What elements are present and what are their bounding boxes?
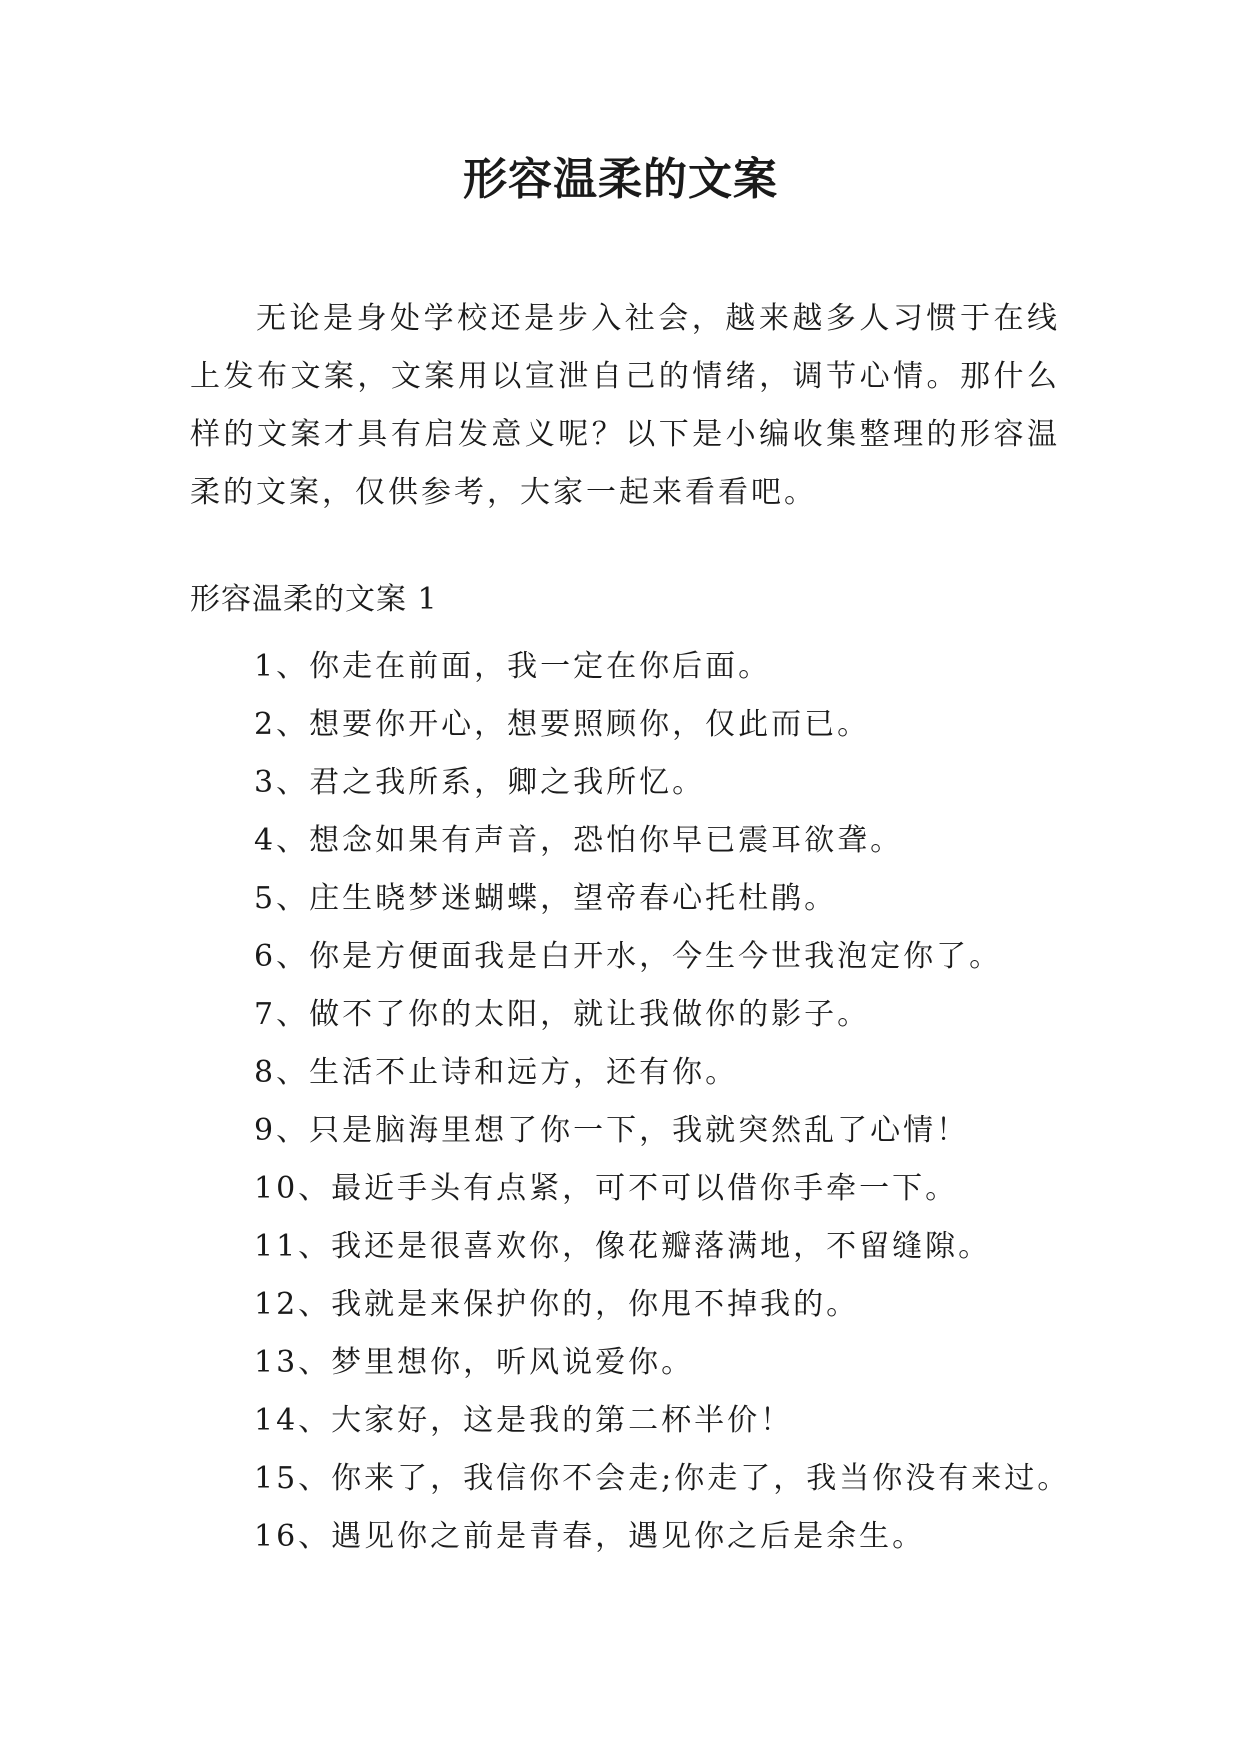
- list-item: 4、想念如果有声音，恐怕你早已震耳欲聋。: [254, 823, 904, 858]
- list-item: 10、最近手头有点紧，可不可以借你手牵一下。: [254, 1171, 959, 1206]
- list-item: 1、你走在前面，我一定在你后面。: [254, 649, 772, 684]
- list-item: 5、庄生晓梦迷蝴蝶，望帝春心托杜鹃。: [254, 881, 838, 916]
- list-item: 8、生活不止诗和远方，还有你。: [254, 1055, 739, 1090]
- list-item: 2、想要你开心，想要照顾你，仅此而已。: [254, 707, 871, 742]
- list-item: 12、我就是来保护你的，你甩不掉我的。: [254, 1287, 860, 1322]
- list-item: 3、君之我所系，卿之我所忆。: [254, 765, 706, 800]
- section-heading: 形容温柔的文案 1: [190, 582, 438, 617]
- list-item: 16、遇见你之前是青春，遇见你之后是余生。: [254, 1519, 926, 1554]
- quote-list: [254, 638, 1154, 1566]
- list-item: 13、梦里想你，听风说爱你。: [254, 1345, 695, 1380]
- list-item: 15、你来了，我信你不会走;你走了，我当你没有来过。: [254, 1461, 1071, 1496]
- intro-paragraph: 无论是身处学校还是步入社会，越来越多人习惯于在线上发布文案，文案用以宣泄自己的情绪，调节心情。那什么样的文案才具有启发意义呢？以下是小编收集整理的形容温柔的文案，仅供参考，大家一起来看看吧。: [190, 301, 1060, 510]
- list-item: 11、我还是很喜欢你，像花瓣落满地，不留缝隙。: [254, 1229, 992, 1264]
- list-item: 14、大家好，这是我的第二杯半价！: [254, 1403, 794, 1438]
- document-title: 形容温柔的文案: [463, 154, 778, 205]
- list-item: 6、你是方便面我是白开水，今生今世我泡定你了。: [254, 939, 1003, 974]
- list-item: 7、做不了你的太阳，就让我做你的影子。: [254, 997, 871, 1032]
- list-item: 9、只是脑海里想了你一下，我就突然乱了心情！: [254, 1113, 970, 1148]
